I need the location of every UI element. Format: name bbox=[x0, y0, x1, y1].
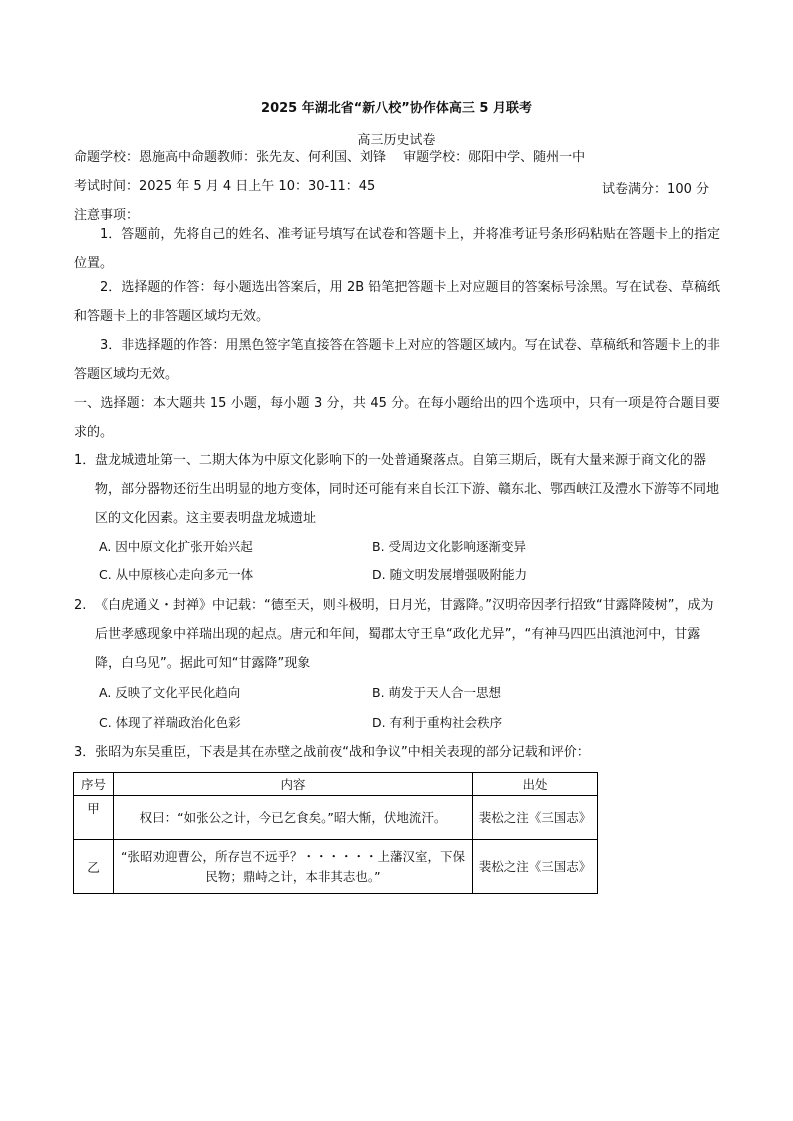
option-d: D. 有利于重构社会秩序 bbox=[372, 715, 503, 730]
note-item: 3．非选择题的作答：用黑色签字笔直接答在答题卡上对应的答题区域内。写在试卷、草稿纸和答题卡上的非答题区域均无效。 bbox=[74, 338, 720, 382]
option-a: A. 因中原文化扩张开始兴起 bbox=[99, 539, 253, 554]
question-stem: 张昭为东吴重臣，下表是其在赤壁之战前夜“战和争议”中相关表现的部分记载和评价： bbox=[95, 745, 590, 760]
row-source: 裴松之注《三国志》 bbox=[473, 840, 598, 894]
question-2 bbox=[74, 591, 720, 678]
option-c: C. 体现了祥瑞政治化色彩 bbox=[99, 715, 241, 730]
row-content: “张昭劝迎曹公，所存岂不远乎？・・・・・・上藩汉室，下保民物；鼎峙之计，本非其志也。” bbox=[114, 840, 473, 894]
section-heading-text: 一、选择题：本大题共 15 小题，每小题 3 分，共 45 分。在每小题给出的四个选项中，只有一项是符合题目要求的。 bbox=[74, 396, 720, 440]
note-item: 2．选择题的作答：每小题选出答案后，用 2B 铅笔把答题卡上对应题目的答案标号涂黑。写在试卷、草稿纸和答题卡上的非答题区域均无效。 bbox=[74, 280, 720, 324]
table-row bbox=[74, 796, 598, 840]
option-c: C. 从中原核心走向多元一体 bbox=[99, 567, 254, 582]
author-info: 命题学校：恩施高中命题教师：张先友、何利国、刘锋 审题学校：郧阳中学、随州一中 bbox=[74, 150, 586, 165]
exam-subtitle: 高三历史试卷 bbox=[357, 133, 436, 148]
option-b: B. 萌发于天人合一思想 bbox=[372, 685, 502, 700]
row-source: 裴松之注《三国志》 bbox=[473, 796, 598, 840]
option-b: B. 受周边文化影响逐渐变异 bbox=[372, 539, 527, 554]
note-item: 1．答题前，先将自己的姓名、准考证号填写在试卷和答题卡上，并将准考证号条形码粘贴在答题卡上的指定位置。 bbox=[74, 227, 720, 271]
exam-title: 2025 年湖北省“新八校”协作体高三 5 月联考 bbox=[261, 101, 532, 116]
question-number: 3． bbox=[74, 745, 96, 760]
notes-heading: 注意事项： bbox=[74, 208, 140, 223]
question-stem: 《白虎通义・封禅》中记载：“德至天，则斗极明，日月光，甘露降。”汉明帝因孝行招致“甘露降陵树”，成为后世孝感现象中祥瑞出现的起点。唐元和年间，蜀郡太守王阜“政化尤异”，“有神马四匹出滇池河中，甘露降，白乌见”。据此可知“甘露降”现象 bbox=[95, 598, 714, 671]
row-number: 甲 bbox=[74, 796, 114, 840]
section-heading bbox=[74, 389, 720, 447]
column-header: 出处 bbox=[473, 773, 598, 796]
column-header: 序号 bbox=[74, 773, 114, 796]
option-d: D. 随文明发展增强吸附能力 bbox=[372, 567, 528, 582]
column-header: 内容 bbox=[114, 773, 473, 796]
full-score: 试卷满分：100 分 bbox=[602, 182, 709, 197]
exam-time: 考试时间：2025 年 5 月 4 日上午 10：30-11：45 bbox=[74, 179, 376, 194]
question-stem: 盘龙城遗址第一、二期大体为中原文化影响下的一处普通聚落点。自第三期后，既有大量来源于商文化的器物，部分器物还衍生出明显的地方变体，同时还可能有来自长江下游、赣东北、鄂西峡江及澧水下游等不同地区的文化因素。这主要表明盘龙城遗址 bbox=[95, 453, 720, 526]
question-number: 1． bbox=[74, 453, 96, 468]
question-3 bbox=[74, 744, 722, 762]
table-header-row bbox=[74, 773, 598, 796]
row-number: 乙 bbox=[74, 840, 114, 894]
row-content: 权曰：“如张公之计，今已乞食矣。”昭大惭，伏地流汗。 bbox=[114, 796, 473, 840]
table-row bbox=[74, 840, 598, 894]
history-table bbox=[73, 772, 598, 894]
option-a: A. 反映了文化平民化趋向 bbox=[99, 685, 241, 700]
question-1 bbox=[74, 446, 720, 533]
question-number: 2. bbox=[74, 598, 87, 613]
